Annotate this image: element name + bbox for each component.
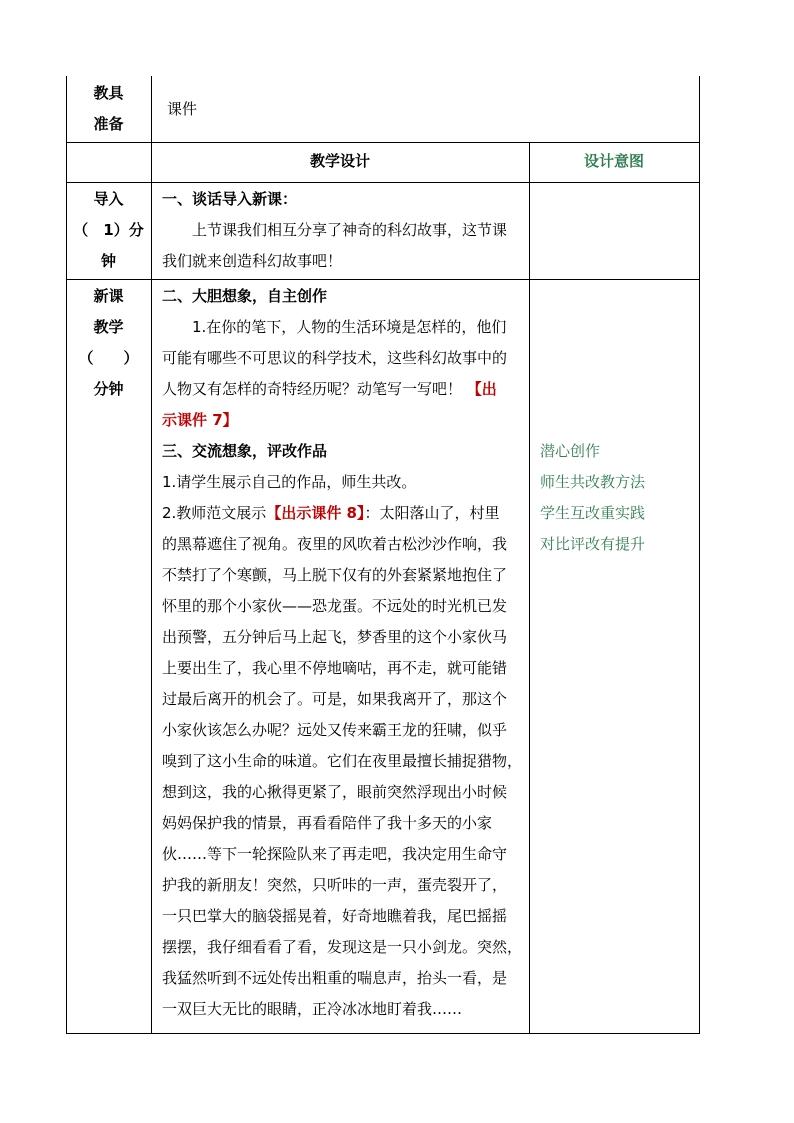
item-1: 1.请学生展示自己的作品，师生共改。 xyxy=(162,473,417,491)
story-line-3: 怀里的那个小家伙——恐龙蛋。不远处的时光机已发 xyxy=(162,597,508,615)
table-border-right xyxy=(699,76,700,1034)
story-line-16: 一双巨大无比的眼睛，正冷冰冰地盯着我…… xyxy=(162,1000,463,1018)
courseware-7-tag-end: 示课件 7】 xyxy=(162,411,238,429)
item-2 xyxy=(162,498,500,529)
intent-3: 学生互改重实践 xyxy=(540,504,646,522)
intro-label-line1: 导入 xyxy=(93,190,124,208)
story-line-13: 一只巴掌大的脑袋摇晃着，好奇地瞧着我，尾巴摇摇 xyxy=(162,907,508,925)
intro-line-2: 我们就来创造科幻故事吧！ xyxy=(162,252,343,270)
story-line-2: 不禁打了个寒颤，马上脱下仅有的外套紧紧地抱住了 xyxy=(162,566,508,584)
courseware-8-tag: 【出示课件 8】 xyxy=(266,504,365,522)
row-line-2 xyxy=(66,182,700,183)
story-line-12: 护我的新朋友！突然，只听咔的一声，蛋壳裂开了， xyxy=(162,876,508,894)
story-line-9: 想到这，我的心揪得更紧了，眼前突然浮现出小时候 xyxy=(162,783,508,801)
intro-line-1: 上节课我们相互分享了神奇的科幻故事，这节课 xyxy=(192,221,508,239)
equipment-label-line2: 准备 xyxy=(93,115,124,133)
equipment-label-line1: 教具 xyxy=(93,84,124,102)
section3-heading: 三、交流想象，评改作品 xyxy=(162,442,328,460)
story-line-5: 上要出生了，我心里不停地嘀咕，再不走，就可能错 xyxy=(162,659,508,677)
story-line-10: 妈妈保护我的情景，再看看陪伴了我十多天的小家 xyxy=(162,814,493,832)
intent-4: 对比评改有提升 xyxy=(540,535,646,553)
p1-line-2: 可能有哪些不可思议的科学技术，这些科幻故事中的 xyxy=(162,349,508,367)
table-divider-intent xyxy=(529,142,530,1034)
story-line-15: 我猛然听到不远处传出粗重的喘息声，抬头一看，是 xyxy=(162,969,508,987)
story-line-8: 嗅到了这小生命的味道。它们在夜里最擅长捕捉猎物， xyxy=(162,752,523,770)
row-line-1 xyxy=(66,142,700,143)
lesson-label-line1: 新课 xyxy=(93,287,124,305)
equipment-value: 课件 xyxy=(167,100,198,118)
p1-line-1: 1.在你的笔下，人物的生活环境是怎样的，他们 xyxy=(192,318,507,336)
intro-label-line2: （ 1）分 xyxy=(73,221,144,239)
row-line-bottom xyxy=(66,1033,700,1034)
story-line-11: 伙……等下一轮探险队来了再走吧，我决定用生命守 xyxy=(162,845,508,863)
intent-column-title: 设计意图 xyxy=(583,152,644,170)
intro-label-line3: 钟 xyxy=(100,252,116,270)
lesson-label-line3: （ ） xyxy=(78,349,139,367)
lesson-label-line4: 分钟 xyxy=(93,380,124,398)
story-line-1: 的黑幕遮住了视角。夜里的风吹着古松沙沙作响，我 xyxy=(162,535,508,553)
intent-2: 师生共改教方法 xyxy=(540,473,646,491)
story-line-4: 出预警，五分钟后马上起飞，梦香里的这个小家伙马 xyxy=(162,628,508,646)
lesson-label-line2: 教学 xyxy=(93,318,124,336)
p1-line-3 xyxy=(162,374,497,405)
story-line-6: 过最后离开的机会了。可是，如果我离开了，那这个 xyxy=(162,690,508,708)
story-line-7: 小家伙该怎么办呢？远处又传来霸王龙的狂啸，似乎 xyxy=(162,721,508,739)
item-2-prefix: 2.教师范文展示 xyxy=(162,504,267,522)
item-2-suffix: ：太阳落山了，村里 xyxy=(364,504,500,522)
design-column-title: 教学设计 xyxy=(309,152,370,170)
p1-line-3-text: 人物又有怎样的奇特经历呢？动笔写一写吧！ xyxy=(162,380,463,398)
intent-1: 潜心创作 xyxy=(540,442,601,460)
row-line-3 xyxy=(66,279,700,280)
courseware-7-tag-start: 【出 xyxy=(466,380,497,398)
section2-heading: 二、大胆想象，自主创作 xyxy=(162,287,328,305)
story-line-14: 摆摆，我仔细看看了看，发现这是一只小剑龙。突然， xyxy=(162,938,523,956)
intro-heading: 一、谈话导入新课： xyxy=(162,190,298,208)
table-divider-label xyxy=(151,76,152,1034)
